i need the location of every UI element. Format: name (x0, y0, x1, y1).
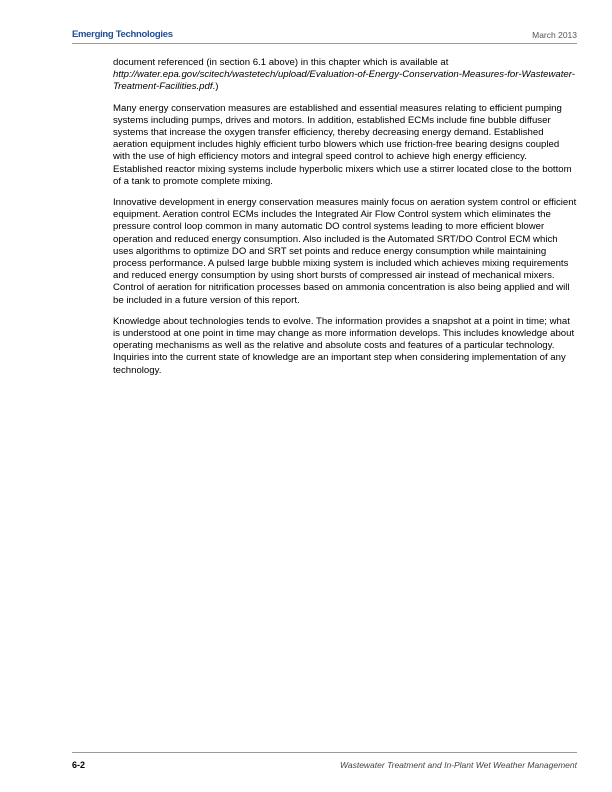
paragraph-innovative-development: Innovative development in energy conservation measures mainly focus on aeration system control or efficient equipment. Aeration control ECMs includes the Integrated Air Flow Control system which eliminates the pressure control loop common in many automatic DO control systems leading to more efficient blower operation and reduced energy consumption. Also included is the Automated SRT/DO Control ECM which uses algorithms to optimize DO and SRT set points and reduce energy consumption while maintaining process performance. A pulsed large bubble mixing system is included which achieves mixing requirements and reduced energy consumption by using short bursts of compressed air instead of mechanical mixers. Control of aeration for nitrification processes based on ammonia concentration is also being applied and will be included in a future version of this report. (113, 197, 577, 306)
header-section-title: Emerging Technologies (72, 29, 173, 40)
header-divider (72, 43, 577, 44)
paragraph-established-ecms: Many energy conservation measures are established and essential measures relating to efficient pumping systems including pumps, drives and motors. In addition, established ECMs include fine bubble diffuser systems that increase the oxygen transfer efficiency, thereby decreasing energy demand. Established aeration equipment includes highly efficient turbo blowers which use friction-free bearing designs coupled with the use of high efficiency motors and integral speed control to achieve high energy efficiency. Established reactor mixing systems include hyperbolic mixers which use a stirrer located close to the bottom of a tank to promote complete mixing. (113, 102, 572, 187)
header-date: March 2013 (532, 30, 577, 40)
paragraph-knowledge: Knowledge about technologies tends to evolve. The information provides a snapshot at a point in time; what is understood at one point in time may change as more information develops. This includes knowledge about operating mechanisms as well as the relative and absolute costs and features of a particular technology. Inquiries into the current state of knowledge are an important step when considering implementation of any technology. (113, 315, 575, 376)
footer-page-number: 6-2 (72, 760, 86, 770)
reference-url-link[interactable]: http://water.epa.gov/scitech/wastetech/upload/Evaluation-of-Energy-Conservation-Measures-for-Wastewater-Treatment-Facilities.pdf (113, 69, 575, 93)
page-body (113, 57, 578, 386)
paragraph-reference (113, 57, 578, 94)
reference-text-start: document referenced (in section 6.1 above) in this chapter which is available at (113, 57, 449, 68)
footer-divider (72, 752, 577, 753)
footer-document-title: Wastewater Treatment and In-Plant Wet Weather Management (339, 760, 577, 770)
reference-text-end: .) (212, 81, 219, 93)
